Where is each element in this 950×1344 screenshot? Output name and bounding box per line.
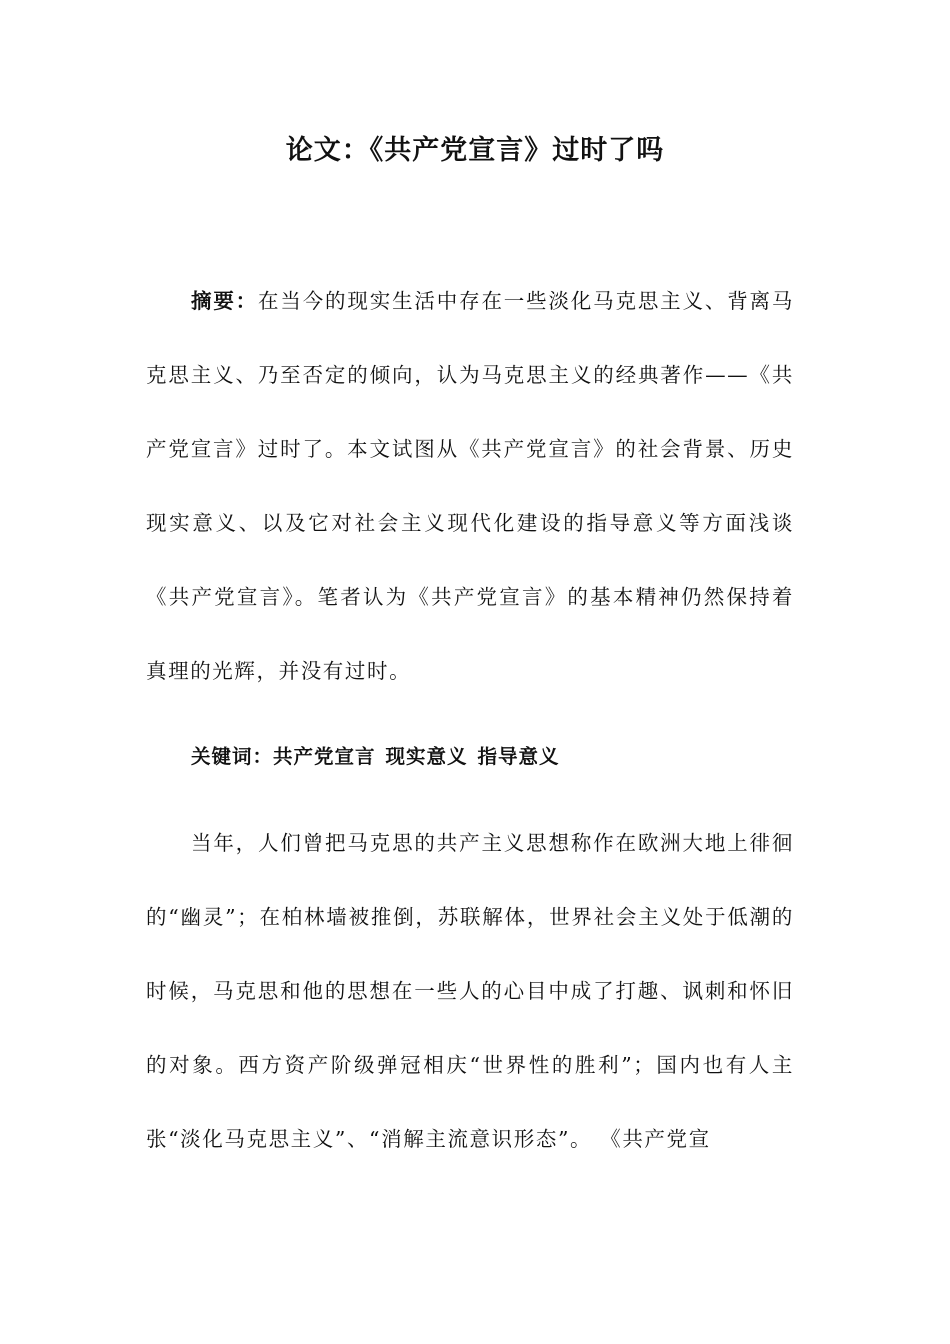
keywords-line	[191, 720, 570, 794]
keywords-label: 关键词：	[191, 745, 274, 768]
keyword-item: 共产党宣言	[273, 745, 376, 768]
keyword-item: 指导意义	[477, 745, 560, 768]
abstract-label: 摘要：	[191, 289, 259, 313]
keyword-item: 现实意义	[385, 745, 468, 768]
abstract-text: 在当今的现实生活中存在一些淡化马克思主义、背离马克思主义、乃至否定的倾向，认为马克思主义的经典著作——《共产党宣言》过时了。本文试图从《共产党宣言》的社会背景、历史现实意义、以及它对社会主义现代化建设的指导意义等方面浅谈《共产党宣言》。笔者认为《共产党宣言》的基本精神仍然保持着真理的光辉，并没有过时。	[146, 289, 794, 683]
body-paragraph: 当年，人们曾把马克思的共产主义思想称作在欧洲大地上徘徊的“幽灵”；在柏林墙被推倒，苏联解体，世界社会主义处于低潮的时候，马克思和他的思想在一些人的心目中成了打趣、讽刺和怀旧的对象。西方资产阶级弹冠相庆“世界性的胜利”；国内也有人主张“淡化马克思主义”、“消解主流意识形态”。 《共产党宣	[146, 831, 794, 1151]
document-title: 论文：《共产党宣言》过时了吗	[285, 135, 665, 166]
abstract-paragraph	[146, 264, 794, 708]
